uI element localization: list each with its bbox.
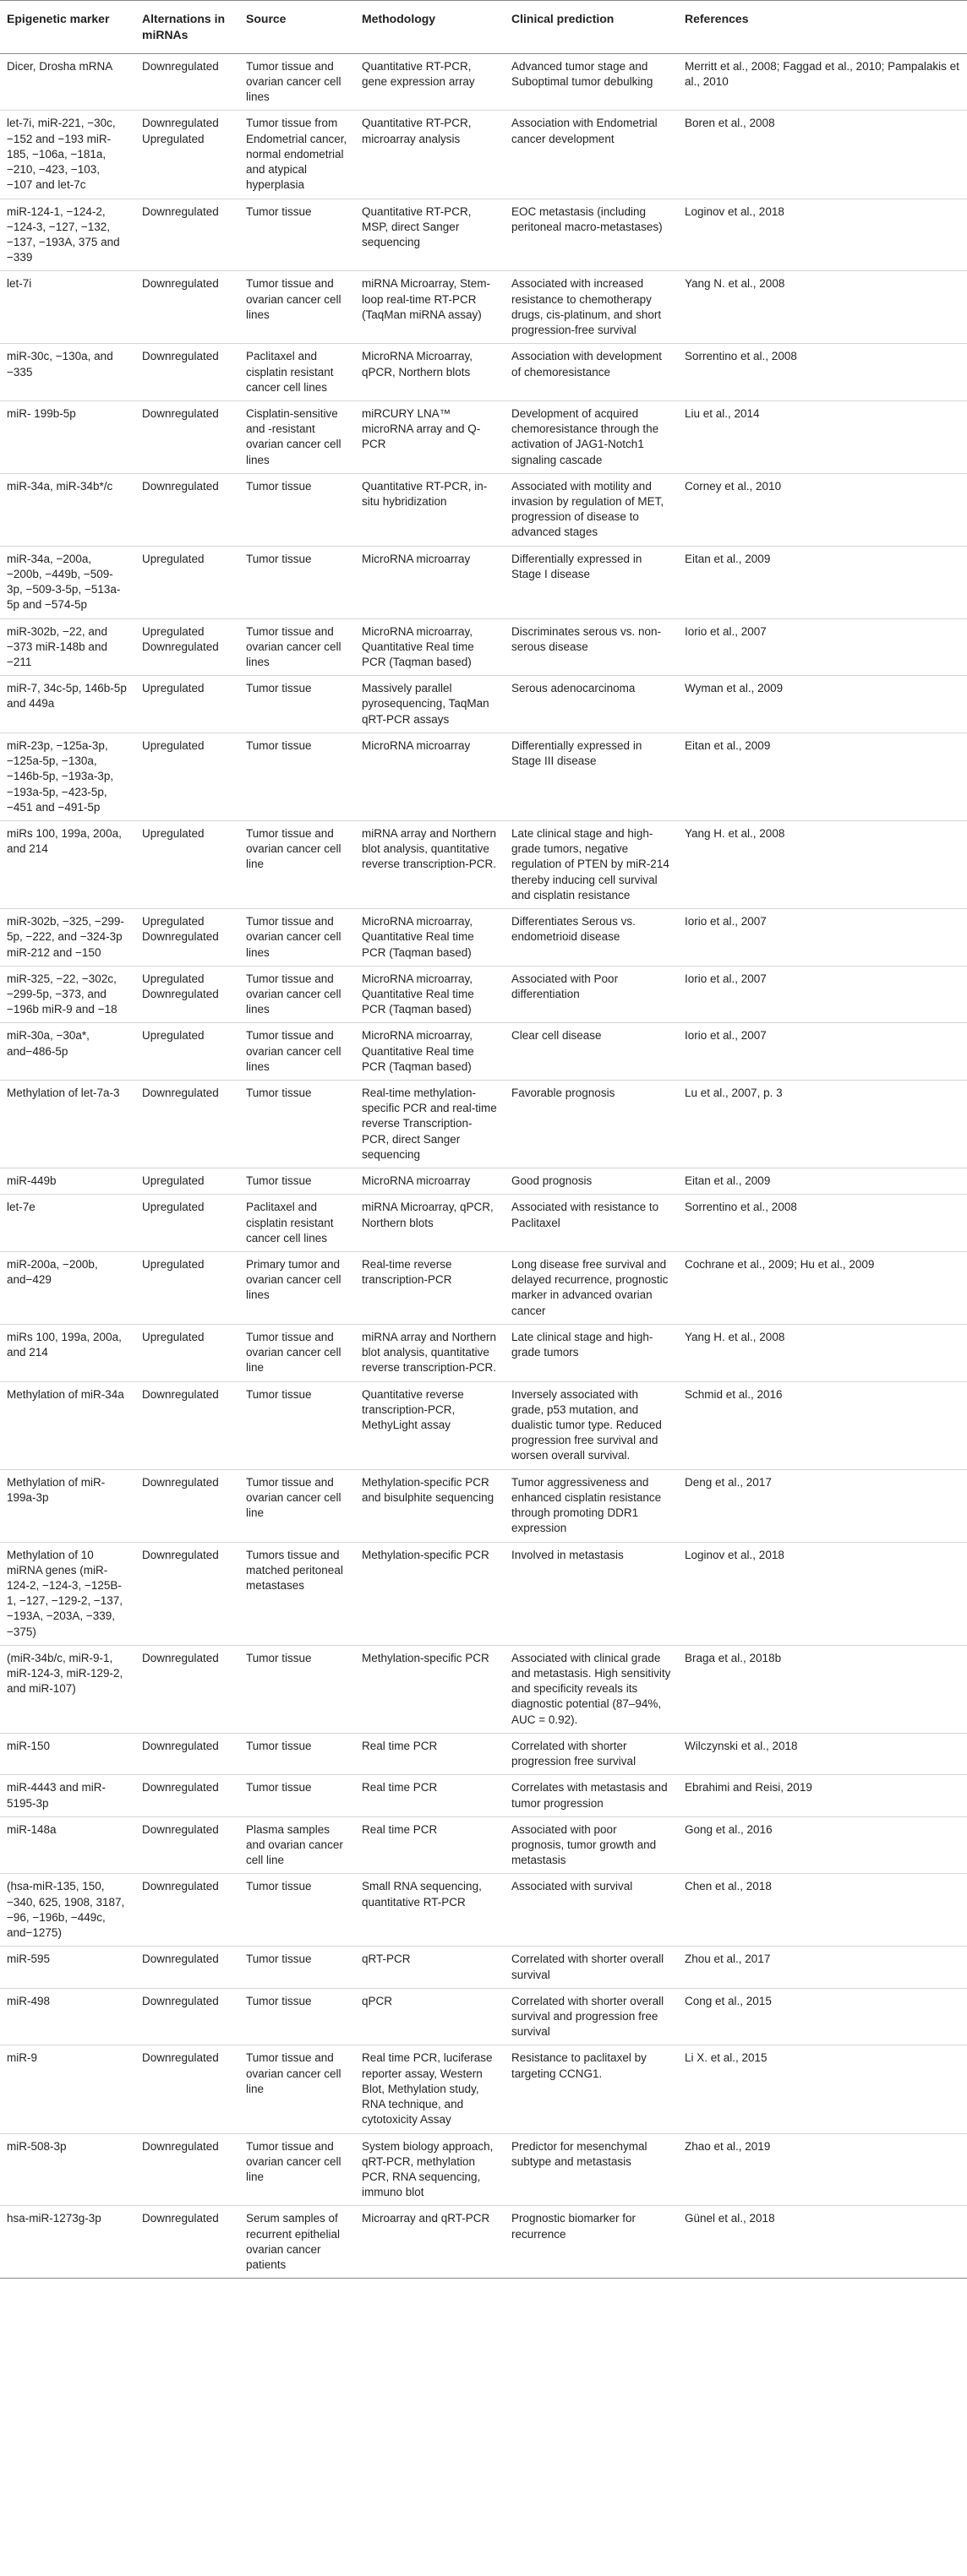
table-row	[0, 1733, 967, 1774]
cell-alternation: Upregulated Downregulated	[135, 909, 239, 967]
cell-methodology: Quantitative RT-PCR, gene expression array	[355, 53, 505, 111]
cell-source: Tumor tissue	[239, 676, 355, 733]
cell-marker: Methylation of miR-199a-3p	[0, 1469, 135, 1542]
table-row	[0, 820, 967, 908]
cell-methodology: MicroRNA microarray, Quantitative Real time PCR (Taqman based)	[355, 909, 505, 967]
cell-methodology: Microarray and qRT-PCR	[355, 2206, 505, 2279]
table-row	[0, 546, 967, 618]
cell-marker: miR- 199b-5p	[0, 400, 135, 473]
cell-marker: miR-200a, −200b, and−429	[0, 1252, 135, 1325]
table-row	[0, 966, 967, 1023]
cell-marker: (miR-34b/c, miR-9-1, miR-124-3, miR-129-2, and miR-107)	[0, 1645, 135, 1733]
cell-reference: Lu et al., 2007, p. 3	[678, 1081, 967, 1168]
table-row	[0, 1947, 967, 1988]
cell-clinical-prediction: Serous adenocarcinoma	[505, 676, 678, 733]
cell-reference: Iorio et al., 2007	[678, 618, 967, 676]
cell-marker: hsa-miR-1273g-3p	[0, 2206, 135, 2279]
cell-marker: miR-498	[0, 1988, 135, 2045]
cell-marker: miR-508-3p	[0, 2133, 135, 2206]
cell-reference: Boren et al., 2008	[678, 111, 967, 199]
cell-methodology: Massively parallel pyrosequencing, TaqMan qRT-PCR assays	[355, 676, 505, 733]
cell-clinical-prediction: Long disease free survival and delayed recurrence, prognostic marker in advanced ovarian cancer	[505, 1252, 678, 1325]
cell-source: Tumor tissue and ovarian cancer cell line	[239, 1469, 355, 1542]
cell-methodology: Real-time methylation-specific PCR and real-time reverse Transcription-PCR, direct Sanger sequencing	[355, 1081, 505, 1168]
cell-marker: miR-302b, −325, −299-5p, −222, and −324-3p miR-212 and −150	[0, 909, 135, 967]
cell-reference: Sorrentino et al., 2008	[678, 344, 967, 401]
cell-source: Tumor tissue	[239, 1168, 355, 1195]
cell-methodology: Real time PCR	[355, 1733, 505, 1774]
cell-alternation: Downregulated	[135, 1874, 239, 1947]
cell-reference: Cong et al., 2015	[678, 1988, 967, 2045]
cell-clinical-prediction: Correlated with shorter progression free survival	[505, 1733, 678, 1774]
cell-reference: Li X. et al., 2015	[678, 2045, 967, 2133]
cell-alternation: Downregulated	[135, 2133, 239, 2206]
table-row	[0, 909, 967, 967]
table-row	[0, 2045, 967, 2133]
cell-reference: Iorio et al., 2007	[678, 966, 967, 1023]
cell-marker: miR-30a, −30a*, and−486-5p	[0, 1023, 135, 1081]
cell-marker: miR-7, 34c-5p, 146b-5p and 449a	[0, 676, 135, 733]
cell-marker: Dicer, Drosha mRNA	[0, 53, 135, 111]
cell-clinical-prediction: Differentially expressed in Stage I disease	[505, 546, 678, 618]
cell-methodology: MicroRNA Microarray, qPCR, Northern blots	[355, 344, 505, 401]
cell-alternation: Downregulated	[135, 344, 239, 401]
cell-source: Tumor tissue	[239, 1775, 355, 1816]
table-row	[0, 1252, 967, 1325]
cell-alternation: Upregulated	[135, 546, 239, 618]
cell-methodology: Real time PCR	[355, 1816, 505, 1874]
cell-alternation: Upregulated	[135, 1324, 239, 1381]
cell-methodology: miRNA Microarray, qPCR, Northern blots	[355, 1195, 505, 1252]
cell-marker: miR-595	[0, 1947, 135, 1988]
cell-alternation: Upregulated	[135, 1168, 239, 1195]
cell-source: Tumor tissue	[239, 1081, 355, 1168]
cell-reference: Zhou et al., 2017	[678, 1947, 967, 1988]
cell-source: Tumor tissue and ovarian cancer cell lines	[239, 909, 355, 967]
cell-marker: miR-23p, −125a-3p, −125a-5p, −130a, −146b-5p, −193a-3p, −193a-5p, −423-5p, −451 and −491-5p	[0, 732, 135, 820]
cell-source: Tumor tissue	[239, 732, 355, 820]
table-row	[0, 111, 967, 199]
cell-source: Tumor tissue and ovarian cancer cell lines	[239, 618, 355, 676]
cell-source: Tumor tissue and ovarian cancer cell line	[239, 1324, 355, 1381]
cell-alternation: Upregulated	[135, 732, 239, 820]
cell-methodology: qRT-PCR	[355, 1947, 505, 1988]
cell-methodology: Quantitative reverse transcription-PCR, MethyLight assay	[355, 1381, 505, 1469]
cell-marker: (hsa-miR-135, 150, −340, 625, 1908, 3187, −96, −196b, −449c, and−1275)	[0, 1874, 135, 1947]
cell-source: Tumor tissue	[239, 1988, 355, 2045]
cell-reference: Loginov et al., 2018	[678, 199, 967, 271]
header-source: Source	[239, 1, 355, 54]
table-row	[0, 271, 967, 344]
cell-clinical-prediction: Favorable prognosis	[505, 1081, 678, 1168]
cell-clinical-prediction: Association with development of chemoresistance	[505, 344, 678, 401]
cell-clinical-prediction: Differentiates Serous vs. endometrioid disease	[505, 909, 678, 967]
cell-marker: let-7i	[0, 271, 135, 344]
cell-source: Tumor tissue and ovarian cancer cell line	[239, 2133, 355, 2206]
cell-source: Tumor tissue	[239, 1874, 355, 1947]
cell-methodology: Small RNA sequencing, quantitative RT-PCR	[355, 1874, 505, 1947]
header-row	[0, 1, 967, 54]
table-row	[0, 1816, 967, 1874]
cell-clinical-prediction: Late clinical stage and high-grade tumors, negative regulation of PTEN by miR-214 thereby inducing cell survival and cisplatin resistance	[505, 820, 678, 908]
cell-source: Tumor tissue and ovarian cancer cell line	[239, 2045, 355, 2133]
cell-source: Paclitaxel and cisplatin resistant cancer cell lines	[239, 344, 355, 401]
cell-reference: Iorio et al., 2007	[678, 1023, 967, 1081]
cell-clinical-prediction: Associated with motility and invasion by regulation of MET, progression of disease to advanced stages	[505, 473, 678, 546]
table-row	[0, 1988, 967, 2045]
cell-alternation: Downregulated	[135, 473, 239, 546]
cell-reference: Iorio et al., 2007	[678, 909, 967, 967]
table-row	[0, 618, 967, 676]
cell-reference: Ebrahimi and Reisi, 2019	[678, 1775, 967, 1816]
cell-marker: let-7i, miR-221, −30c, −152 and −193 miR-185, −106a, −181a, −210, −423, −103, −107 and let-7c	[0, 111, 135, 199]
cell-methodology: Real-time reverse transcription-PCR	[355, 1252, 505, 1325]
cell-marker: miRs 100, 199a, 200a, and 214	[0, 1324, 135, 1381]
cell-clinical-prediction: Prognostic biomarker for recurrence	[505, 2206, 678, 2279]
cell-reference: Loginov et al., 2018	[678, 1542, 967, 1645]
cell-methodology: qPCR	[355, 1988, 505, 2045]
cell-methodology: Quantitative RT-PCR, microarray analysis	[355, 111, 505, 199]
cell-clinical-prediction: Associated with resistance to Paclitaxel	[505, 1195, 678, 1252]
cell-clinical-prediction: Correlated with shorter overall survival and progression free survival	[505, 1988, 678, 2045]
cell-marker: miR-9	[0, 2045, 135, 2133]
cell-clinical-prediction: Associated with clinical grade and metastasis. High sensitivity and specificity reveals its diagnostic potential (87–94%, AUC = 0.92).	[505, 1645, 678, 1733]
cell-methodology: miRNA array and Northern blot analysis, quantitative reverse transcription-PCR.	[355, 820, 505, 908]
cell-reference: Braga et al., 2018b	[678, 1645, 967, 1733]
cell-reference: Cochrane et al., 2009; Hu et al., 2009	[678, 1252, 967, 1325]
table-row	[0, 199, 967, 271]
cell-alternation: Upregulated	[135, 1023, 239, 1081]
cell-methodology: Methylation-specific PCR	[355, 1645, 505, 1733]
cell-marker: miR-302b, −22, and −373 miR-148b and −211	[0, 618, 135, 676]
cell-reference: Zhao et al., 2019	[678, 2133, 967, 2206]
cell-source: Tumor tissue from Endometrial cancer, normal endometrial and atypical hyperplasia	[239, 111, 355, 199]
cell-methodology: Methylation-specific PCR	[355, 1542, 505, 1645]
cell-source: Tumor tissue	[239, 199, 355, 271]
table-row	[0, 400, 967, 473]
cell-marker: Methylation of miR-34a	[0, 1381, 135, 1469]
cell-marker: miR-34a, miR-34b*/c	[0, 473, 135, 546]
cell-clinical-prediction: Clear cell disease	[505, 1023, 678, 1081]
table-body	[0, 53, 967, 2278]
table-row	[0, 2133, 967, 2206]
cell-source: Tumor tissue and ovarian cancer cell line	[239, 820, 355, 908]
cell-clinical-prediction: Involved in metastasis	[505, 1542, 678, 1645]
table-row	[0, 1775, 967, 1816]
cell-marker: miR-325, −22, −302c, −299-5p, −373, and −196b miR-9 and −18	[0, 966, 135, 1023]
cell-reference: Sorrentino et al., 2008	[678, 1195, 967, 1252]
cell-reference: Chen et al., 2018	[678, 1874, 967, 1947]
cell-source: Tumor tissue and ovarian cancer cell lines	[239, 1023, 355, 1081]
cell-methodology: Methylation-specific PCR and bisulphite sequencing	[355, 1469, 505, 1542]
cell-methodology: miRNA array and Northern blot analysis, quantitative reverse transcription-PCR.	[355, 1324, 505, 1381]
table-row	[0, 676, 967, 733]
cell-source: Tumors tissue and matched peritoneal metastases	[239, 1542, 355, 1645]
table-row	[0, 1195, 967, 1252]
cell-marker: Methylation of 10 miRNA genes (miR-124-2, −124-3, −125B-1, −127, −129-2, −137, −193A, −203A, −339, −375)	[0, 1542, 135, 1645]
cell-source: Plasma samples and ovarian cancer cell line	[239, 1816, 355, 1874]
cell-marker: let-7e	[0, 1195, 135, 1252]
cell-clinical-prediction: EOC metastasis (including peritoneal macro-metastases)	[505, 199, 678, 271]
cell-methodology: miRNA Microarray, Stem-loop real-time RT-PCR (TaqMan miRNA assay)	[355, 271, 505, 344]
cell-source: Tumor tissue	[239, 1381, 355, 1469]
cell-alternation: Downregulated	[135, 199, 239, 271]
cell-marker: miR-150	[0, 1733, 135, 1774]
cell-marker: miR-34a, −200a, −200b, −449b, −509-3p, −509-3-5p, −513a-5p and −574-5p	[0, 546, 135, 618]
table-row	[0, 1023, 967, 1081]
cell-methodology: MicroRNA microarray	[355, 732, 505, 820]
header-references: References	[678, 1, 967, 54]
table-row	[0, 1381, 967, 1469]
cell-marker: miR-30c, −130a, and −335	[0, 344, 135, 401]
cell-alternation: Upregulated Downregulated	[135, 618, 239, 676]
cell-methodology: Quantitative RT-PCR, MSP, direct Sanger sequencing	[355, 199, 505, 271]
cell-methodology: Real time PCR, luciferase reporter assay, Western Blot, Methylation study, RNA technique, and cytotoxicity Assay	[355, 2045, 505, 2133]
cell-alternation: Upregulated	[135, 820, 239, 908]
cell-methodology: MicroRNA microarray, Quantitative Real time PCR (Taqman based)	[355, 966, 505, 1023]
cell-clinical-prediction: Associated with Poor differentiation	[505, 966, 678, 1023]
table-row	[0, 1874, 967, 1947]
cell-alternation: Downregulated	[135, 2045, 239, 2133]
cell-clinical-prediction: Differentially expressed in Stage III disease	[505, 732, 678, 820]
cell-methodology: System biology approach, qRT-PCR, methylation PCR, RNA sequencing, immuno blot	[355, 2133, 505, 2206]
table-row	[0, 2206, 967, 2279]
cell-clinical-prediction: Inversely associated with grade, p53 mutation, and dualistic tumor type. Reduced progression free survival and worsen overall survival.	[505, 1381, 678, 1469]
cell-methodology: miRCURY LNA™ microRNA array and Q-PCR	[355, 400, 505, 473]
cell-reference: Corney et al., 2010	[678, 473, 967, 546]
cell-clinical-prediction: Correlated with shorter overall survival	[505, 1947, 678, 1988]
cell-clinical-prediction: Good prognosis	[505, 1168, 678, 1195]
cell-source: Tumor tissue and ovarian cancer cell lines	[239, 966, 355, 1023]
cell-clinical-prediction: Discriminates serous vs. non-serous disease	[505, 618, 678, 676]
cell-marker: miR-4443 and miR-5195-3p	[0, 1775, 135, 1816]
cell-clinical-prediction: Tumor aggressiveness and enhanced cisplatin resistance through promoting DDR1 expression	[505, 1469, 678, 1542]
cell-marker: miR-449b	[0, 1168, 135, 1195]
cell-alternation: Upregulated	[135, 1195, 239, 1252]
cell-alternation: Downregulated	[135, 400, 239, 473]
table-row	[0, 1168, 967, 1195]
cell-reference: Merritt et al., 2008; Faggad et al., 2010; Pampalakis et al., 2010	[678, 53, 967, 111]
table-row	[0, 1645, 967, 1733]
cell-reference: Günel et al., 2018	[678, 2206, 967, 2279]
cell-source: Primary tumor and ovarian cancer cell lines	[239, 1252, 355, 1325]
cell-source: Tumor tissue and ovarian cancer cell lines	[239, 53, 355, 111]
header-epigenetic-marker: Epigenetic marker	[0, 1, 135, 54]
cell-reference: Eitan et al., 2009	[678, 732, 967, 820]
cell-clinical-prediction: Associated with increased resistance to chemotherapy drugs, cis-platinum, and short progression-free survival	[505, 271, 678, 344]
cell-alternation: Downregulated	[135, 1081, 239, 1168]
cell-methodology: MicroRNA microarray	[355, 1168, 505, 1195]
cell-methodology: Real time PCR	[355, 1775, 505, 1816]
cell-reference: Yang H. et al., 2008	[678, 1324, 967, 1381]
cell-source: Tumor tissue	[239, 546, 355, 618]
cell-methodology: MicroRNA microarray	[355, 546, 505, 618]
cell-source: Tumor tissue	[239, 1645, 355, 1733]
cell-alternation: Downregulated	[135, 1988, 239, 2045]
table-row	[0, 1542, 967, 1645]
table-row	[0, 473, 967, 546]
cell-source: Tumor tissue	[239, 473, 355, 546]
cell-clinical-prediction: Associated with poor prognosis, tumor growth and metastasis	[505, 1816, 678, 1874]
cell-clinical-prediction: Correlates with metastasis and tumor progression	[505, 1775, 678, 1816]
cell-marker: Methylation of let-7a-3	[0, 1081, 135, 1168]
cell-source: Tumor tissue	[239, 1947, 355, 1988]
cell-alternation: Upregulated	[135, 676, 239, 733]
cell-alternation: Upregulated Downregulated	[135, 966, 239, 1023]
table-row	[0, 1081, 967, 1168]
cell-source: Serum samples of recurrent epithelial ovarian cancer patients	[239, 2206, 355, 2279]
cell-alternation: Downregulated	[135, 1381, 239, 1469]
cell-reference: Wyman et al., 2009	[678, 676, 967, 733]
cell-clinical-prediction: Development of acquired chemoresistance through the activation of JAG1-Notch1 signaling cascade	[505, 400, 678, 473]
cell-marker: miRs 100, 199a, 200a, and 214	[0, 820, 135, 908]
cell-marker: miR-124-1, −124-2, −124-3, −127, −132, −137, −193A, 375 and −339	[0, 199, 135, 271]
table-row	[0, 344, 967, 401]
cell-alternation: Upregulated	[135, 1252, 239, 1325]
cell-reference: Liu et al., 2014	[678, 400, 967, 473]
cell-reference: Yang N. et al., 2008	[678, 271, 967, 344]
cell-alternation: Downregulated	[135, 53, 239, 111]
cell-marker: miR-148a	[0, 1816, 135, 1874]
cell-alternation: Downregulated	[135, 1816, 239, 1874]
cell-methodology: Quantitative RT-PCR, in- situ hybridization	[355, 473, 505, 546]
table-header	[0, 1, 967, 54]
cell-alternation: Downregulated	[135, 2206, 239, 2279]
cell-clinical-prediction: Advanced tumor stage and Suboptimal tumor debulking	[505, 53, 678, 111]
cell-reference: Schmid et al., 2016	[678, 1381, 967, 1469]
cell-clinical-prediction: Association with Endometrial cancer development	[505, 111, 678, 199]
cell-clinical-prediction: Predictor for mesenchymal subtype and metastasis	[505, 2133, 678, 2206]
cell-reference: Yang H. et al., 2008	[678, 820, 967, 908]
cell-source: Tumor tissue and ovarian cancer cell lines	[239, 271, 355, 344]
cell-alternation: Downregulated	[135, 1775, 239, 1816]
cell-reference: Wilczynski et al., 2018	[678, 1733, 967, 1774]
table-row	[0, 1324, 967, 1381]
cell-reference: Eitan et al., 2009	[678, 1168, 967, 1195]
header-clinical-prediction: Clinical prediction	[505, 1, 678, 54]
cell-alternation: Downregulated Upregulated	[135, 111, 239, 199]
table-row	[0, 1469, 967, 1542]
cell-methodology: MicroRNA microarray, Quantitative Real time PCR (Taqman based)	[355, 618, 505, 676]
cell-clinical-prediction: Associated with survival	[505, 1874, 678, 1947]
cell-alternation: Downregulated	[135, 1469, 239, 1542]
table-row	[0, 732, 967, 820]
cell-reference: Eitan et al., 2009	[678, 546, 967, 618]
cell-source: Cisplatin-sensitive and -resistant ovarian cancer cell lines	[239, 400, 355, 473]
cell-source: Paclitaxel and cisplatin resistant cancer cell lines	[239, 1195, 355, 1252]
table-row	[0, 53, 967, 111]
cell-methodology: MicroRNA microarray, Quantitative Real time PCR (Taqman based)	[355, 1023, 505, 1081]
cell-reference: Deng et al., 2017	[678, 1469, 967, 1542]
cell-clinical-prediction: Resistance to paclitaxel by targeting CCNG1.	[505, 2045, 678, 2133]
header-methodology: Methodology	[355, 1, 505, 54]
cell-alternation: Downregulated	[135, 1645, 239, 1733]
cell-clinical-prediction: Late clinical stage and high-grade tumors	[505, 1324, 678, 1381]
header-alternations: Alternations in miRNAs	[135, 1, 239, 54]
cell-alternation: Downregulated	[135, 1947, 239, 1988]
cell-alternation: Downregulated	[135, 1542, 239, 1645]
cell-source: Tumor tissue	[239, 1733, 355, 1774]
cell-alternation: Downregulated	[135, 1733, 239, 1774]
cell-alternation: Downregulated	[135, 271, 239, 344]
cell-reference: Gong et al., 2016	[678, 1816, 967, 1874]
